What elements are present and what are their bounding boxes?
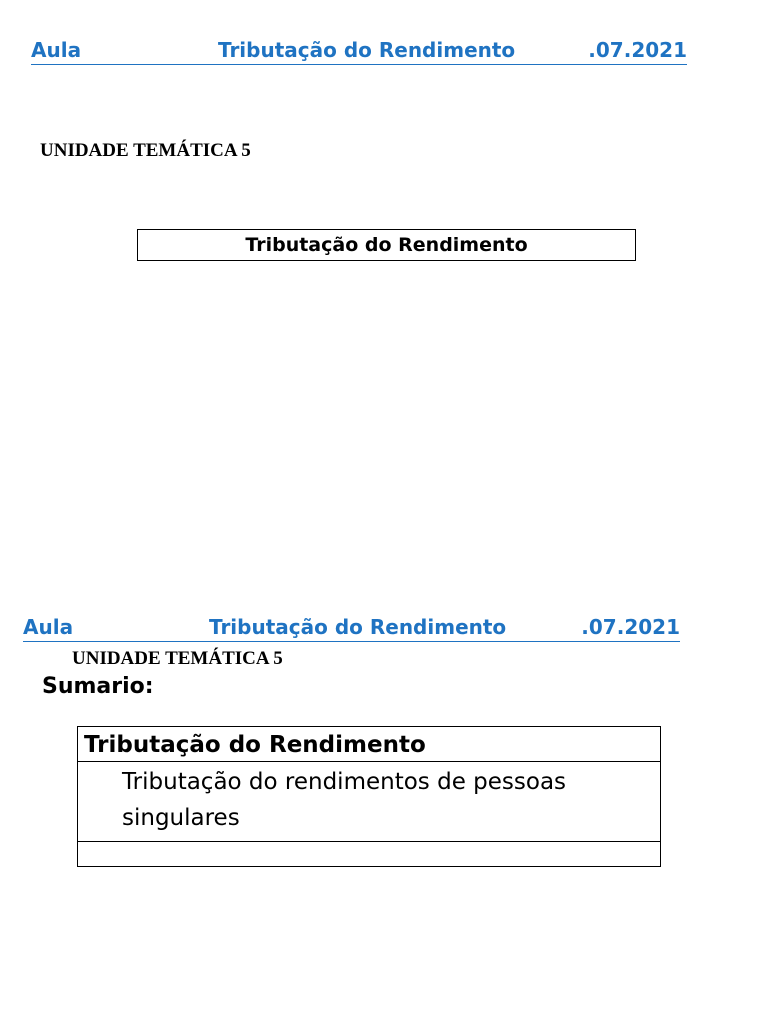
sumario-table-title: Tributação do Rendimento <box>78 727 660 762</box>
page2-header-lesson: Aula <box>23 615 74 639</box>
page2-header-title: Tributação do Rendimento <box>209 615 507 639</box>
page1-header-date: .07.2021 <box>588 38 687 62</box>
page1-header <box>31 38 687 65</box>
page2-unit-label: UNIDADE TEMÁTICA 5 <box>72 648 283 669</box>
page1-header-title: Tributação do Rendimento <box>218 38 516 62</box>
page1-header-lesson: Aula <box>31 38 82 62</box>
sumario-table-empty-row <box>78 842 660 866</box>
page2-header-date: .07.2021 <box>581 615 680 639</box>
sumario-table-item: Tributação do rendimentos de pessoas singulares <box>78 762 660 842</box>
sumario-table <box>77 726 661 867</box>
page1-unit-label: UNIDADE TEMÁTICA 5 <box>40 140 251 161</box>
page1-title-box: Tributação do Rendimento <box>137 229 636 261</box>
page2-header <box>23 615 680 642</box>
sumario-label: Sumario: <box>42 674 154 699</box>
